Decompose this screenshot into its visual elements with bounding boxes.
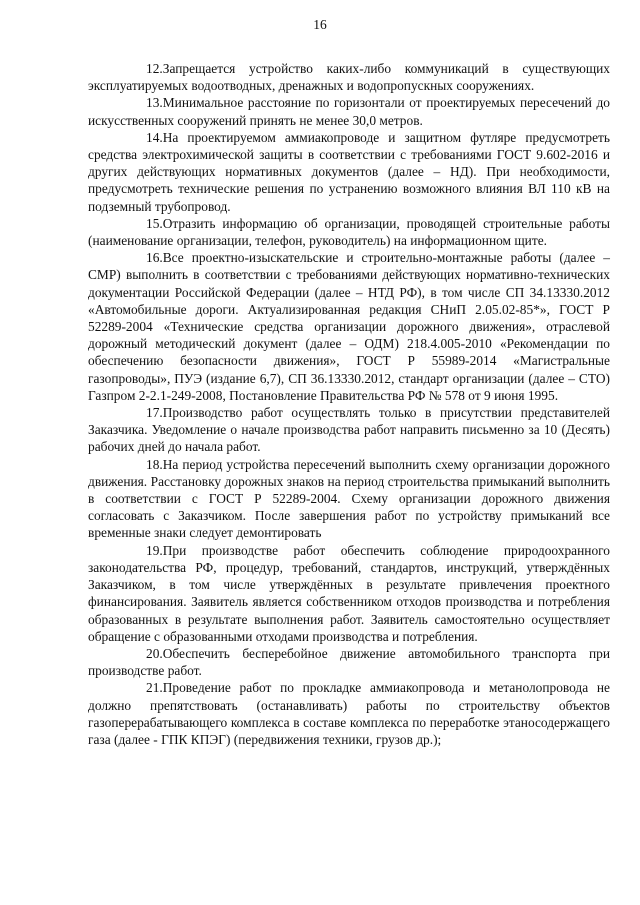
clause-20 [88, 645, 610, 679]
clause-text: Минимальное расстояние по горизонтали от проектируемых пересечений до искусственных сооружений принять не менее 30,0 метров. [88, 95, 610, 128]
clause-19 [88, 542, 610, 645]
clause-text: Обеспечить бесперебойное движение автомобильного транспорта при производстве работ. [88, 645, 610, 679]
clause-number: 17. [146, 405, 163, 421]
page-number: 16 [313, 17, 327, 32]
clause-number: 16. [146, 250, 163, 266]
clause-15 [88, 215, 610, 249]
clause-number: 12. [146, 61, 163, 76]
clause-number: 18. [146, 456, 163, 472]
clause-21 [88, 679, 610, 748]
clause-text: При производстве работ обеспечить соблюдение природоохранного законодательства РФ, процедур, требований, стандартов, инструкций, утверждённых Заказчиком, в том числе утверждённых в результате привлечения проектного финансирования. Заявитель является собственником отходов производства и потребления образованных в результате выполнения работ. Заявитель самостоятельно осуществляет обращение с образованными отходами производства и потребления. [88, 542, 610, 644]
clause-16 [88, 249, 610, 404]
clause-text: На период устройства пересечений выполнить схему организации дорожного движения. Расстановку дорожных знаков на период строительства примыканий выполнить в соответствии с ГОСТ Р 52289-2004. Схему организации дорожного движения согласовать с Заказчиком. После завершения работ по устройству примыканий все временные знаки следует демонтировать [88, 456, 610, 541]
clause-number: 19. [146, 542, 163, 558]
clause-13 [88, 94, 610, 128]
clause-17 [88, 404, 610, 456]
clause-14 [88, 129, 610, 215]
clause-text: Проведение работ по прокладке аммиакопровода и метанолопровода не должно препятствовать (останавливать) работы по строительству объектов газоперерабатывающего комплекса в составе комплекса по переработке этаносодержащего газа (далее - ГПК КПЭГ) (передвижения техники, грузов др.); [88, 680, 610, 747]
clause-text: На проектируемом аммиакопроводе и защитном футляре предусмотреть средства электрохимической защиты в соответствии с требованиями ГОСТ 9.602-2016 и других действующих нормативных документов (далее – НД). При необходимости, предусмотреть технические решения по устранению возможного влияния ВЛ 110 кВ на подземный трубопровод. [88, 129, 610, 214]
clause-number: 21. [146, 680, 163, 696]
clause-number: 13. [146, 95, 163, 111]
clause-number: 20. [146, 645, 163, 661]
clause-number: 15. [146, 215, 163, 231]
clause-text: Отразить информацию об организации, проводящей строительные работы (наименование организации, телефон, руководитель) на информационном щите. [88, 215, 610, 249]
clause-number: 14. [146, 129, 163, 145]
clause-text: Все проектно-изыскательские и строительно-монтажные работы (далее – СМР) выполнить в соответствии с требованиями действующих нормативно-технических документации Российской Федерации (далее – НТД РФ), в том числе СП 34.13330.2012 «Автомобильные дороги. Актуализированная редакция СНиП 2.05.02-85*», ГОСТ Р 52289-2004 «Технические средства организации дорожного движения», отраслевой дорожный методический документ (далее – ОДМ) 218.4.005-2010 «Рекомендации по обеспечению безопасности движения», ГОСТ Р 55989-2014 «Магистральные газопроводы», ПУЭ (издание 6,7), СП 36.13330.2012, стандарт организации (далее – СТО) Газпром 2-2.1-249-2008, Постановление Правительства РФ № 578 от 9 июня 1995. [88, 250, 610, 403]
clause-text: Запрещается устройство каких-либо коммуникаций в существующих эксплуатируемых водоотводных, дренажных и водопропускных сооружениях. [88, 61, 610, 94]
clause-18 [88, 456, 610, 542]
clause-12 [88, 60, 610, 94]
clause-text: Производство работ осуществлять только в присутствии представителей Заказчика. Уведомление о начале производства работ направить письменно за 10 (Десять) рабочих дней до начала работ. [88, 405, 610, 455]
document-body [88, 60, 610, 748]
